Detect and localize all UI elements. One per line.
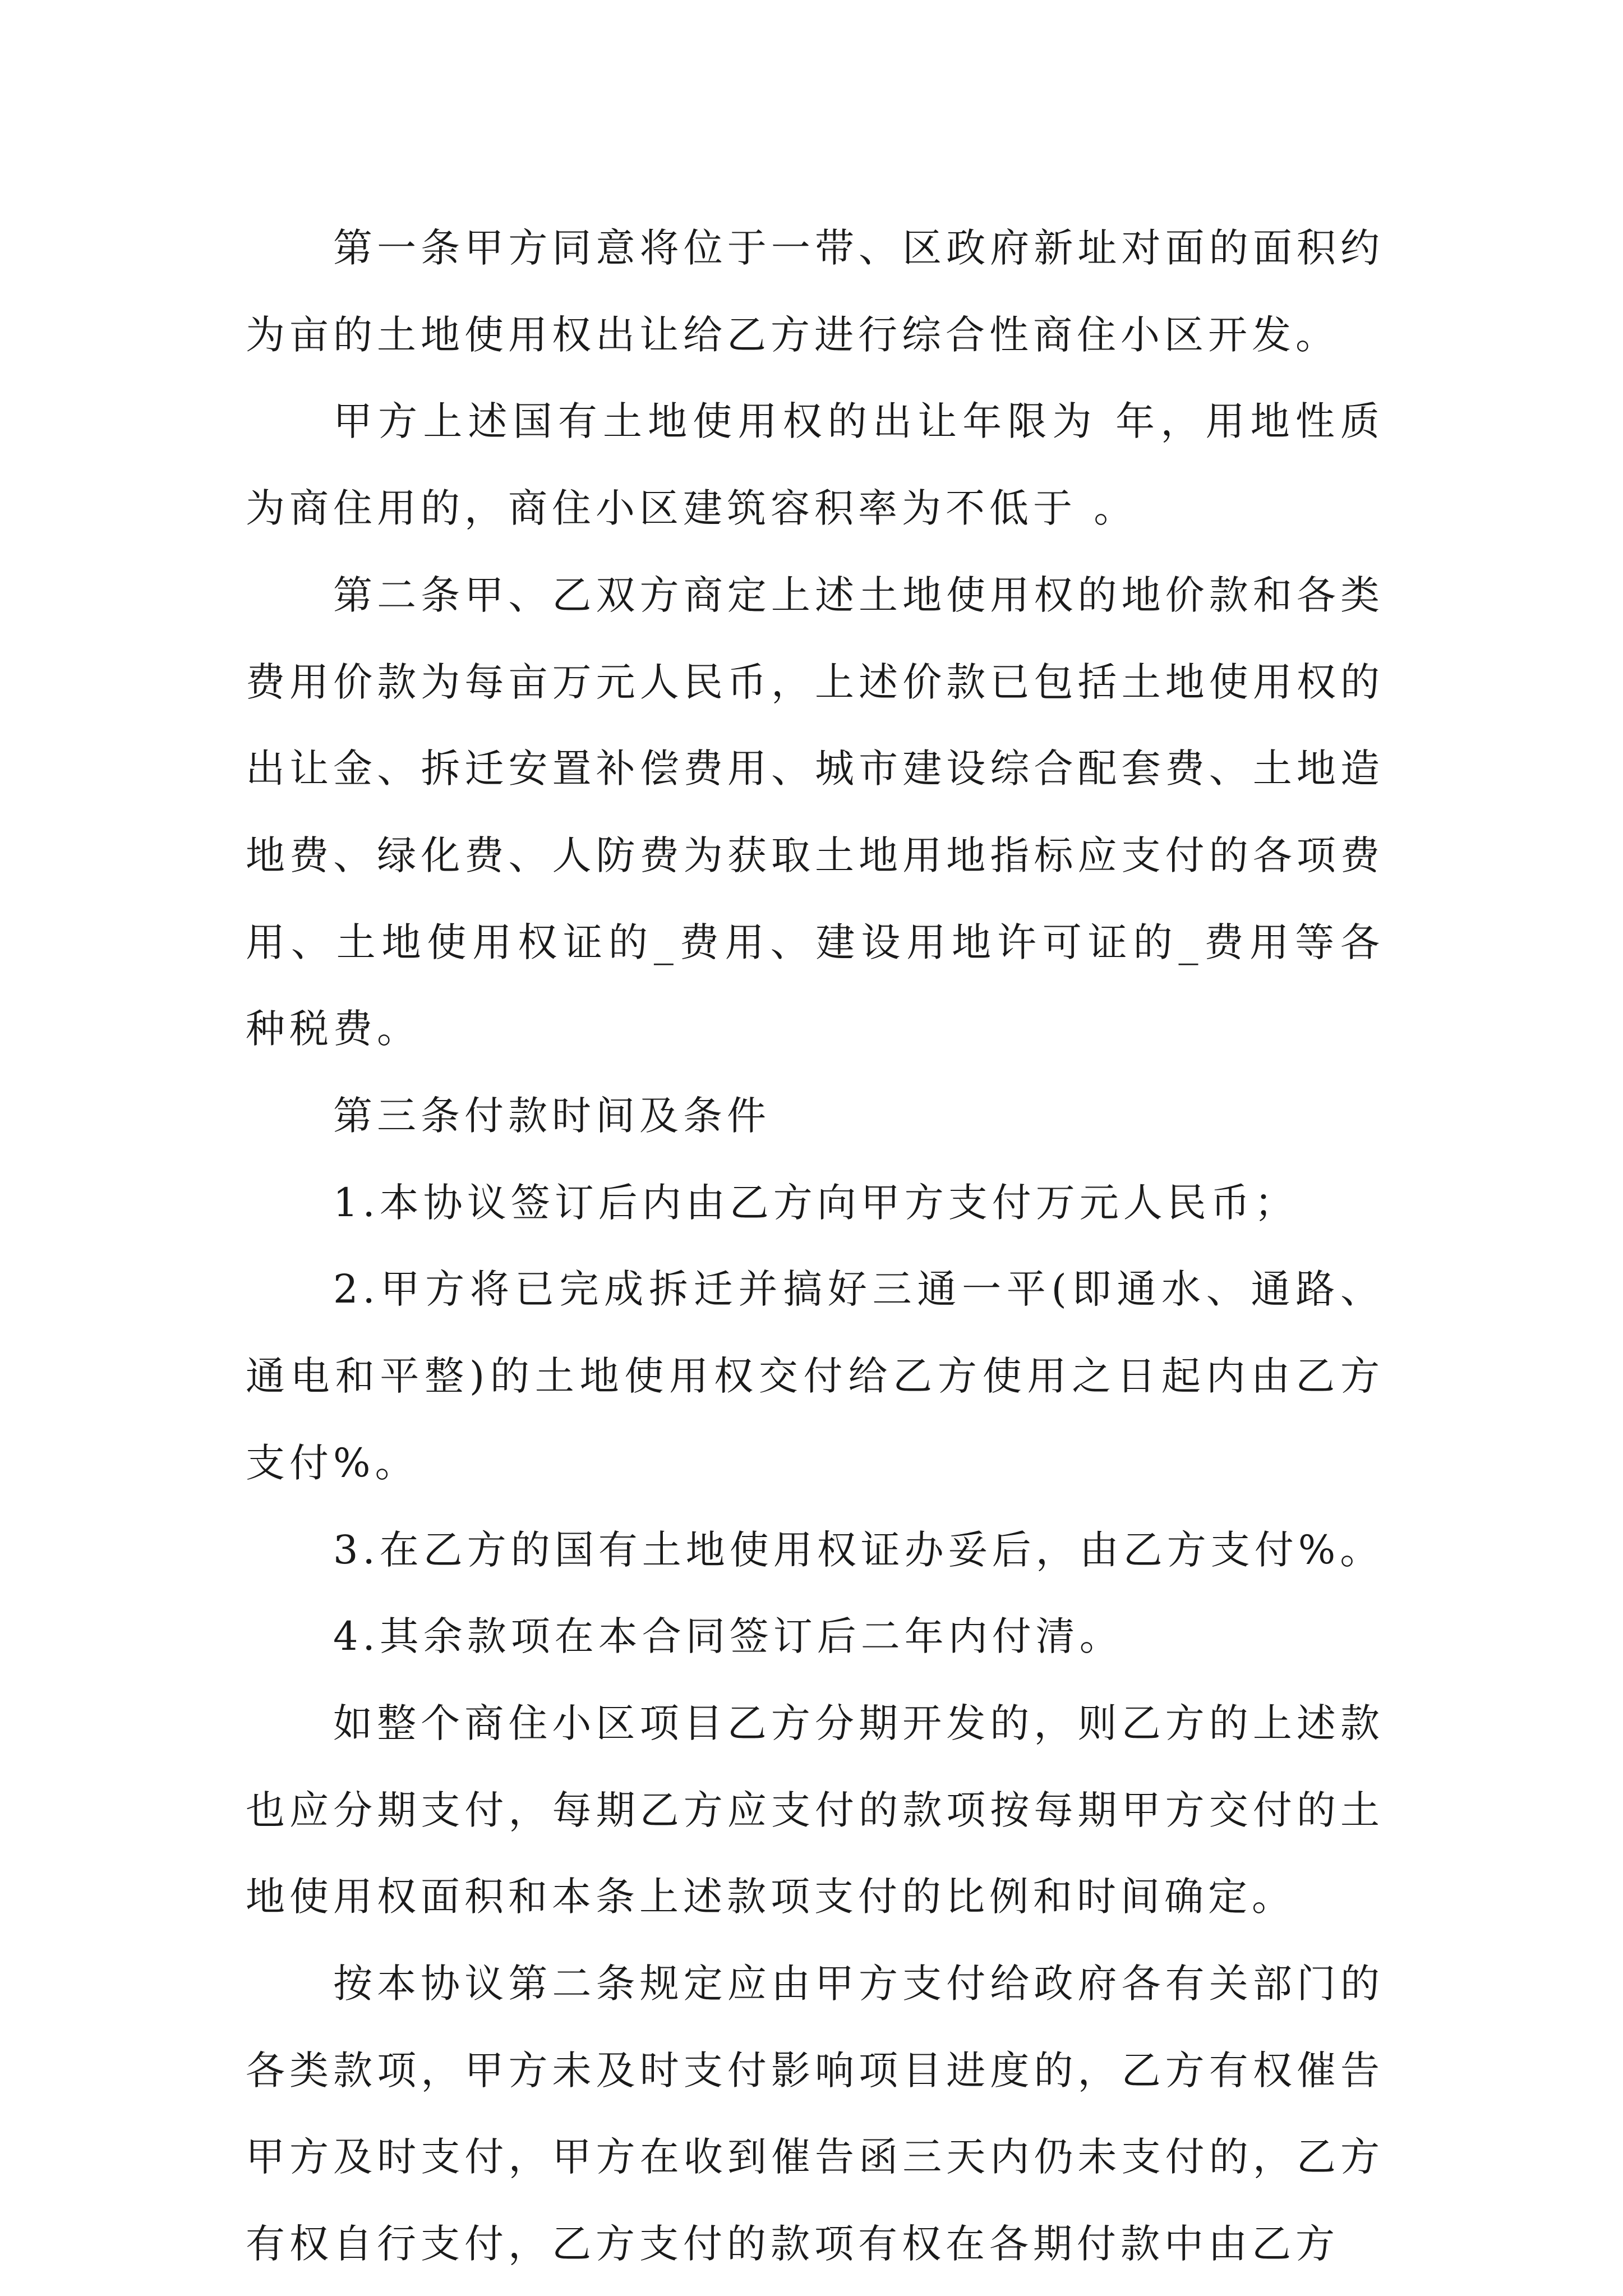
paragraph-government-fees: 按本协议第二条规定应由甲方支付给政府各有关部门的各类款项，甲方未及时支付影响项目进度的，乙方有权催告甲方及时支付，甲方在收到催告函三天内仍未支付的，乙方有权自行支付，乙方支付的款项有权在各期付款中由乙方	[246, 1961, 1384, 2267]
paragraph-item-4: 4.其余款项在本合同签订后二年内付清。	[333, 1613, 1123, 1660]
paragraph-phased-payment: 如整个商住小区项目乙方分期开发的，则乙方的上述款也应分期支付，每期乙方应支付的款项按每期甲方交付的土地使用权面积和本条上述款项支付的比例和时间确定。	[246, 1700, 1384, 1920]
paragraph-item-3: 3.在乙方的国有土地使用权证办妥后，由乙方支付%。	[333, 1526, 1384, 1573]
paragraph-article-1: 第一条甲方同意将位于一带、区政府新址对面的面积约为亩的土地使用权出让给乙方进行综合性商住小区开发。	[246, 225, 1384, 358]
paragraph-item-1: 1.本协议签订后内由乙方向甲方支付万元人民币；	[333, 1179, 1298, 1226]
paragraph-item-2: 2.甲方将已完成拆迁并搞好三通一平(即通水、通路、通电和平整)的土地使用权交付给乙方使用之日起内由乙方支付%。	[246, 1266, 1384, 1486]
paragraph-land-term: 甲方上述国有土地使用权的出让年限为 年，用地性质为商住用的，商住小区建筑容积率为不低于 。	[246, 398, 1384, 532]
paragraph-article-2: 第二条甲、乙双方商定上述土地使用权的地价款和各类费用价款为每亩万元人民币，上述价款已包括土地使用权的出让金、拆迁安置补偿费用、城市建设综合配套费、土地造地费、绿化费、人防费为获取土地用地指标应支付的各项费用、土地使用权证的_费用、建设用地许可证的_费用等各种税费。	[246, 572, 1384, 1052]
paragraph-article-3-heading: 第三条付款时间及条件	[333, 1093, 771, 1139]
document-body	[246, 205, 1384, 2288]
